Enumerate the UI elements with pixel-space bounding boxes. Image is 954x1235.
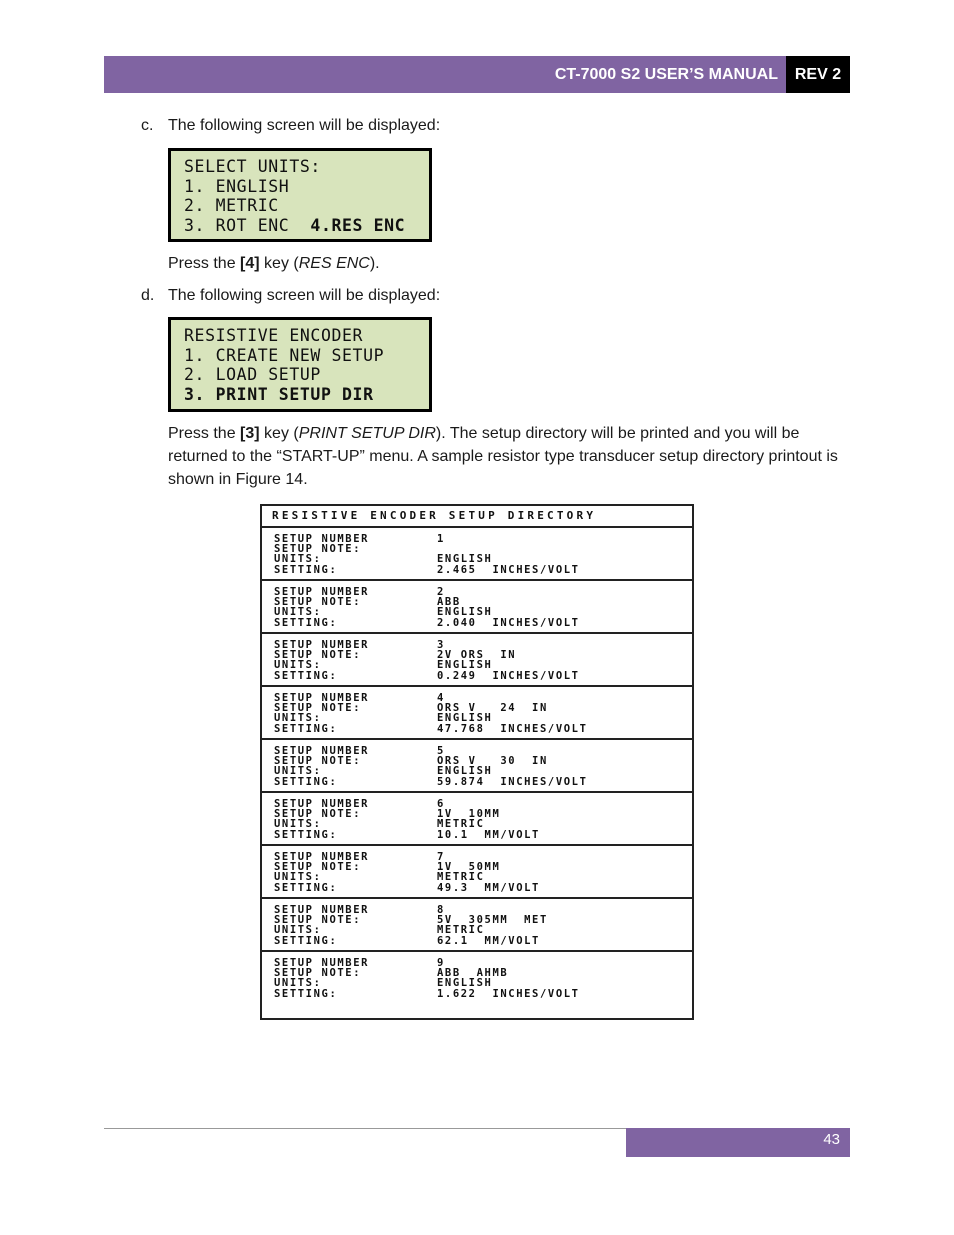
key-name: PRINT SETUP DIR xyxy=(298,425,436,442)
record-key-setting: SETTING: xyxy=(274,669,338,682)
footer-rule xyxy=(104,1128,626,1129)
record-value-units: ENGLISH xyxy=(437,765,493,778)
record-value-number: 6 xyxy=(437,798,445,810)
record-key-note: SETUP NOTE: xyxy=(274,914,362,927)
record-key-units: UNITS: xyxy=(274,659,322,672)
printout-record xyxy=(262,528,692,581)
record-value-units: METRIC xyxy=(437,871,485,884)
key-name: RES ENC xyxy=(298,255,370,272)
header-bar xyxy=(104,56,786,93)
record-row-setting xyxy=(274,989,692,999)
printout-records xyxy=(262,528,692,1005)
record-key-setting: SETTING: xyxy=(274,722,338,735)
key-4: [4] xyxy=(240,255,260,272)
record-key-setting: SETTING: xyxy=(274,828,338,841)
printout-record xyxy=(262,952,692,1005)
lcd-line-4 xyxy=(184,216,429,236)
printout-record xyxy=(262,793,692,846)
record-key-number: SETUP NUMBER xyxy=(274,798,370,810)
text-run: ). xyxy=(369,255,380,272)
lcd-line: RESISTIVE ENCODER xyxy=(184,326,364,345)
record-value-note: 2V ORS IN xyxy=(437,649,517,662)
printout-title: RESISTIVE ENCODER SETUP DIRECTORY xyxy=(262,506,692,528)
text-run: ). The setup directory will be printed and you will be returned to the “START-UP” menu. A sample resistor type transducer setup directory printout is shown in Figure 14. xyxy=(168,425,838,488)
record-row-setting xyxy=(274,936,692,946)
record-value-number: 1 xyxy=(437,533,445,545)
record-key-number: SETUP NUMBER xyxy=(274,533,370,545)
record-key-note: SETUP NOTE: xyxy=(274,543,362,556)
record-key-note: SETUP NOTE: xyxy=(274,649,362,662)
record-value-number: 4 xyxy=(437,692,445,704)
printout-record xyxy=(262,687,692,740)
record-value-setting: 2.040 INCHES/VOLT xyxy=(437,616,580,629)
step-c-text: The following screen will be displayed: xyxy=(168,117,441,134)
record-row-setting xyxy=(274,565,692,575)
page-number: 43 xyxy=(626,1128,850,1157)
record-key-note: SETUP NOTE: xyxy=(274,755,362,768)
record-value-units: ENGLISH xyxy=(437,659,493,672)
record-value-units: METRIC xyxy=(437,924,485,937)
record-value-units: ENGLISH xyxy=(437,712,493,725)
record-key-setting: SETTING: xyxy=(274,775,338,788)
record-value-number: 3 xyxy=(437,639,445,651)
step-d xyxy=(141,286,440,306)
record-key-number: SETUP NUMBER xyxy=(274,957,370,969)
lcd-highlight: 4.RES ENC xyxy=(310,215,406,235)
record-value-setting: 0.249 INCHES/VOLT xyxy=(437,669,580,682)
record-value-setting: 62.1 MM/VOLT xyxy=(437,934,540,947)
record-row-setting xyxy=(274,671,692,681)
record-value-setting: 59.874 INCHES/VOLT xyxy=(437,775,588,788)
record-key-note: SETUP NOTE: xyxy=(274,967,362,980)
record-value-setting: 2.465 INCHES/VOLT xyxy=(437,563,580,576)
record-key-units: UNITS: xyxy=(274,924,322,937)
text-run: key ( xyxy=(259,425,299,442)
printout-record xyxy=(262,899,692,952)
key-3: [3] xyxy=(240,425,260,442)
record-row-setting xyxy=(274,830,692,840)
record-key-units: UNITS: xyxy=(274,818,322,831)
record-row-setting xyxy=(274,618,692,628)
step-d-label: d. xyxy=(141,287,155,304)
record-key-number: SETUP NUMBER xyxy=(274,692,370,704)
record-key-units: UNITS: xyxy=(274,606,322,619)
text-run: Press the xyxy=(168,255,241,272)
printout-record xyxy=(262,581,692,634)
press-key-4-instruction xyxy=(168,252,840,275)
printout-record xyxy=(262,846,692,899)
printout-record xyxy=(262,740,692,793)
record-value-note: 1V 10MM xyxy=(437,808,501,821)
record-value-units: ENGLISH xyxy=(437,977,493,990)
step-c-label: c. xyxy=(141,117,154,134)
record-key-number: SETUP NUMBER xyxy=(274,904,370,916)
text-run: Press the xyxy=(168,425,241,442)
lcd-line: 2. LOAD SETUP xyxy=(184,365,321,384)
record-key-note: SETUP NOTE: xyxy=(274,702,362,715)
record-value-units: METRIC xyxy=(437,818,485,831)
record-value-setting: 10.1 MM/VOLT xyxy=(437,828,540,841)
setup-directory-printout xyxy=(260,504,694,1020)
record-key-setting: SETTING: xyxy=(274,934,338,947)
record-row-setting xyxy=(274,724,692,734)
record-value-note: 1V 50MM xyxy=(437,861,501,874)
lcd-line: SELECT UNITS: xyxy=(184,157,321,176)
lcd-line: 3. ROT ENC xyxy=(184,215,311,235)
record-value-note: ABB AHMB xyxy=(437,967,509,980)
record-key-setting: SETTING: xyxy=(274,987,338,1000)
record-value-note: ORS V 24 IN xyxy=(437,702,548,715)
record-value-setting: 49.3 MM/VOLT xyxy=(437,881,540,894)
record-value-note: ORS V 30 IN xyxy=(437,755,548,768)
lcd-select-units xyxy=(168,148,432,242)
record-key-note: SETUP NOTE: xyxy=(274,808,362,821)
record-value-number: 7 xyxy=(437,851,445,863)
record-value-number: 9 xyxy=(437,957,445,969)
record-value-setting: 1.622 INCHES/VOLT xyxy=(437,987,580,1000)
record-key-setting: SETTING: xyxy=(274,616,338,629)
record-value-number: 5 xyxy=(437,745,445,757)
record-key-units: UNITS: xyxy=(274,765,322,778)
step-c xyxy=(141,116,440,136)
record-value-setting: 47.768 INCHES/VOLT xyxy=(437,722,588,735)
press-key-3-instruction xyxy=(168,422,840,491)
record-key-note: SETUP NOTE: xyxy=(274,596,362,609)
lcd-resistive-encoder xyxy=(168,317,432,412)
manual-title: CT-7000 S2 USER’S MANUAL xyxy=(554,66,778,83)
record-value-note: ABB xyxy=(437,596,461,609)
step-d-text: The following screen will be displayed: xyxy=(168,287,441,304)
printout-record xyxy=(262,634,692,687)
record-value-units: ENGLISH xyxy=(437,553,493,566)
record-key-units: UNITS: xyxy=(274,712,322,725)
record-row-setting xyxy=(274,777,692,787)
record-key-number: SETUP NUMBER xyxy=(274,851,370,863)
record-key-note: SETUP NOTE: xyxy=(274,861,362,874)
lcd-line: 1. CREATE NEW SETUP xyxy=(184,345,385,365)
record-key-units: UNITS: xyxy=(274,553,322,566)
record-key-number: SETUP NUMBER xyxy=(274,745,370,757)
record-key-units: UNITS: xyxy=(274,977,322,990)
lcd-line: 1. ENGLISH xyxy=(184,176,290,196)
record-key-number: SETUP NUMBER xyxy=(274,639,370,651)
record-value-units: ENGLISH xyxy=(437,606,493,619)
record-key-units: UNITS: xyxy=(274,871,322,884)
record-key-number: SETUP NUMBER xyxy=(274,586,370,598)
record-key-setting: SETTING: xyxy=(274,563,338,576)
record-value-number: 2 xyxy=(437,586,445,598)
lcd-line: 2. METRIC xyxy=(184,196,279,215)
record-value-note: 5V 305MM MET xyxy=(437,914,548,927)
text-run: key ( xyxy=(259,255,299,272)
lcd-highlight: 3. PRINT SETUP DIR xyxy=(184,384,374,404)
record-value-number: 8 xyxy=(437,904,445,916)
record-key-setting: SETTING: xyxy=(274,881,338,894)
revision-badge: REV 2 xyxy=(786,56,850,93)
record-row-setting xyxy=(274,883,692,893)
